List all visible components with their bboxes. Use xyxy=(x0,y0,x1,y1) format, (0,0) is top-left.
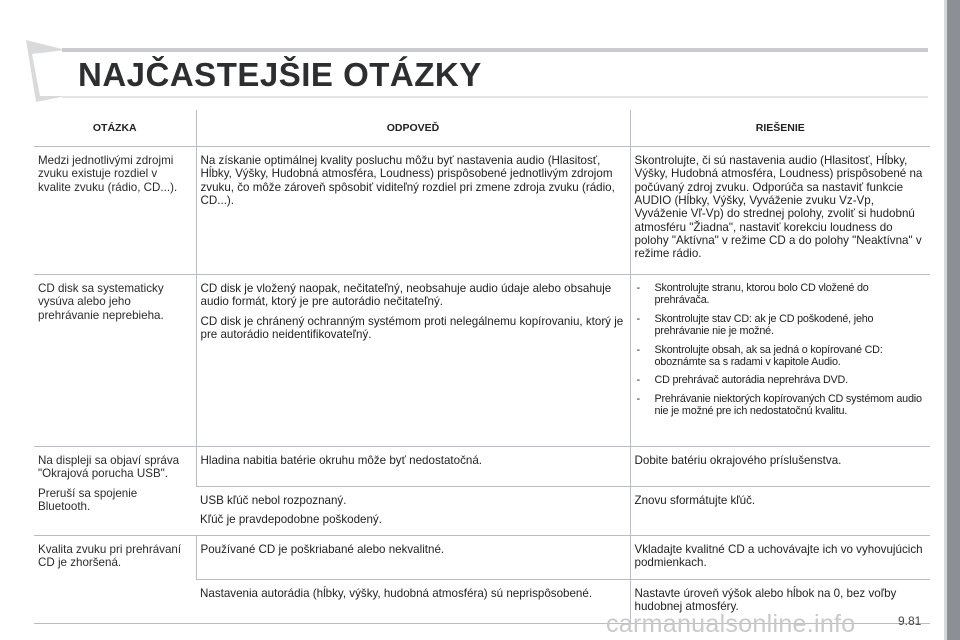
title-corner-decoration xyxy=(26,40,66,102)
answer-cell xyxy=(196,579,630,623)
answer-cell xyxy=(196,275,630,447)
column-header-answer: ODPOVEĎ xyxy=(196,110,630,147)
answer-text: USB kľúč nebol rozpoznaný. xyxy=(200,494,347,507)
list-item: - Skontrolujte stav CD: ak je CD poškodené, jeho prehrávanie nie je možné. xyxy=(635,313,925,338)
solution-text: Dobite batériu okrajového príslušenstva. xyxy=(634,454,842,467)
solution-cell xyxy=(630,535,930,579)
answer-text: Nastavenia autorádia (hĺbky, výšky, hudobná atmosféra) sú neprispôsobené. xyxy=(200,586,593,600)
question-text: Preruší sa spojenie Bluetooth. xyxy=(38,486,138,513)
question-text: Kvalita zvuku pri prehrávaní CD je zhoršená. xyxy=(38,542,182,569)
solution-cell xyxy=(630,447,930,487)
question-text: Medzi jednotlivými zdrojmi zvuku existuje rozdiel v kvalite zvuku (rádio, CD...). xyxy=(38,154,178,194)
page-number: 9.81 xyxy=(898,614,922,628)
faq-table xyxy=(34,110,930,624)
solution-cell xyxy=(630,275,930,447)
solution-text: Nastavte úroveň výšok alebo hĺbok na 0, bez voľby hudobnej atmosféry. xyxy=(634,586,897,613)
watermark: carmanualsonline.info xyxy=(606,610,856,638)
answer-text: CD disk je chránený ochranným systémom proti nelegálnemu kopírovaniu, ktorý je pre autorádio neidentifikovateľný. xyxy=(200,314,624,341)
title-top-rule xyxy=(62,48,928,52)
list-item: - CD prehrávač autorádia neprehráva DVD. xyxy=(635,374,925,386)
question-cell xyxy=(34,147,196,275)
page-title: NAJČASTEJŠIE OTÁZKY xyxy=(78,56,482,93)
table-header-row xyxy=(34,110,930,147)
answer-cell xyxy=(196,147,630,275)
question-text: CD disk sa systematicky vysúva alebo jeho prehrávanie neprebieha. xyxy=(38,282,164,322)
answer-text: Na získanie optimálnej kvality posluchu môžu byť nastavenia audio (Hlasitosť, Hĺbky, Výšky, Hudobná atmosféra, Loudness) prispôsobené jednotlivým zdrojom zvuku, čo môže zároveň spôsobiť viditeľný rozdiel pri zmene zdroja zvuku (rádio, CD...). xyxy=(200,154,615,207)
column-header-solution: RIEŠENIE xyxy=(630,110,930,147)
question-cell xyxy=(34,447,196,536)
answer-text: Hladina nabitia batérie okruhu môže byť nedostatočná. xyxy=(200,454,482,467)
answer-cell xyxy=(196,535,630,579)
question-cell xyxy=(34,535,196,623)
answer-cell xyxy=(196,447,630,487)
title-bottom-rule xyxy=(62,96,928,98)
list-item: - Skontrolujte stranu, ktorou bolo CD vložené do prehrávača. xyxy=(635,282,925,307)
answer-text: CD disk je vložený naopak, nečitateľný, neobsahuje audio údaje alebo obsahuje audio formát, ktorý je pre autorádio nečitateľný. xyxy=(200,282,612,309)
question-cell xyxy=(34,275,196,447)
table-row xyxy=(34,535,930,579)
answer-text: Kľúč je pravdepodobne poškodený. xyxy=(200,513,382,527)
page-edge-bar xyxy=(944,0,960,640)
list-item: - Prehrávanie niektorých kopírovaných CD systémom audio nie je možné pre ich nedostatočnú kvalitu. xyxy=(635,393,925,418)
list-item: - Skontrolujte obsah, ak sa jedná o kopírované CD: oboznámte sa s radami v kapitole Audio. xyxy=(635,344,925,369)
table-row xyxy=(34,447,930,487)
solution-text: Vkladajte kvalitné CD a uchovávajte ich vo vyhovujúcich podmienkach. xyxy=(634,542,923,569)
solution-list xyxy=(635,282,925,418)
answer-cell xyxy=(196,487,630,536)
table-row xyxy=(34,147,930,275)
solution-text: Znovu sformátujte kľúč. xyxy=(634,494,756,507)
solution-text: Skontrolujte, či sú nastavenia audio (Hlasitosť, Hĺbky, Výšky, Hudobná atmosféra, Loudness) prispôsobené na počúvaný zdroj zvuku. Odporúča sa nastaviť funkcie AUDIO (Hĺbky, Výšky, Vyváženie zvuku Vz-Vp, Vyváženie Vľ-Vp) do strednej polohy, zvoliť si hudobnú atmosféru "Žiadna", nastaviť korekciu loudness do polohy "Aktívna" v režime CD a do polohy "Neaktívna" v režime rádio. xyxy=(634,154,923,261)
answer-text: Používané CD je poškriabané alebo nekvalitné. xyxy=(200,542,445,556)
column-header-question: OTÁZKA xyxy=(34,110,196,147)
solution-cell xyxy=(630,487,930,536)
solution-cell xyxy=(630,147,930,275)
question-text: Na displeji sa objaví správa "Okrajová porucha USB". xyxy=(38,454,180,481)
table-row xyxy=(34,275,930,447)
